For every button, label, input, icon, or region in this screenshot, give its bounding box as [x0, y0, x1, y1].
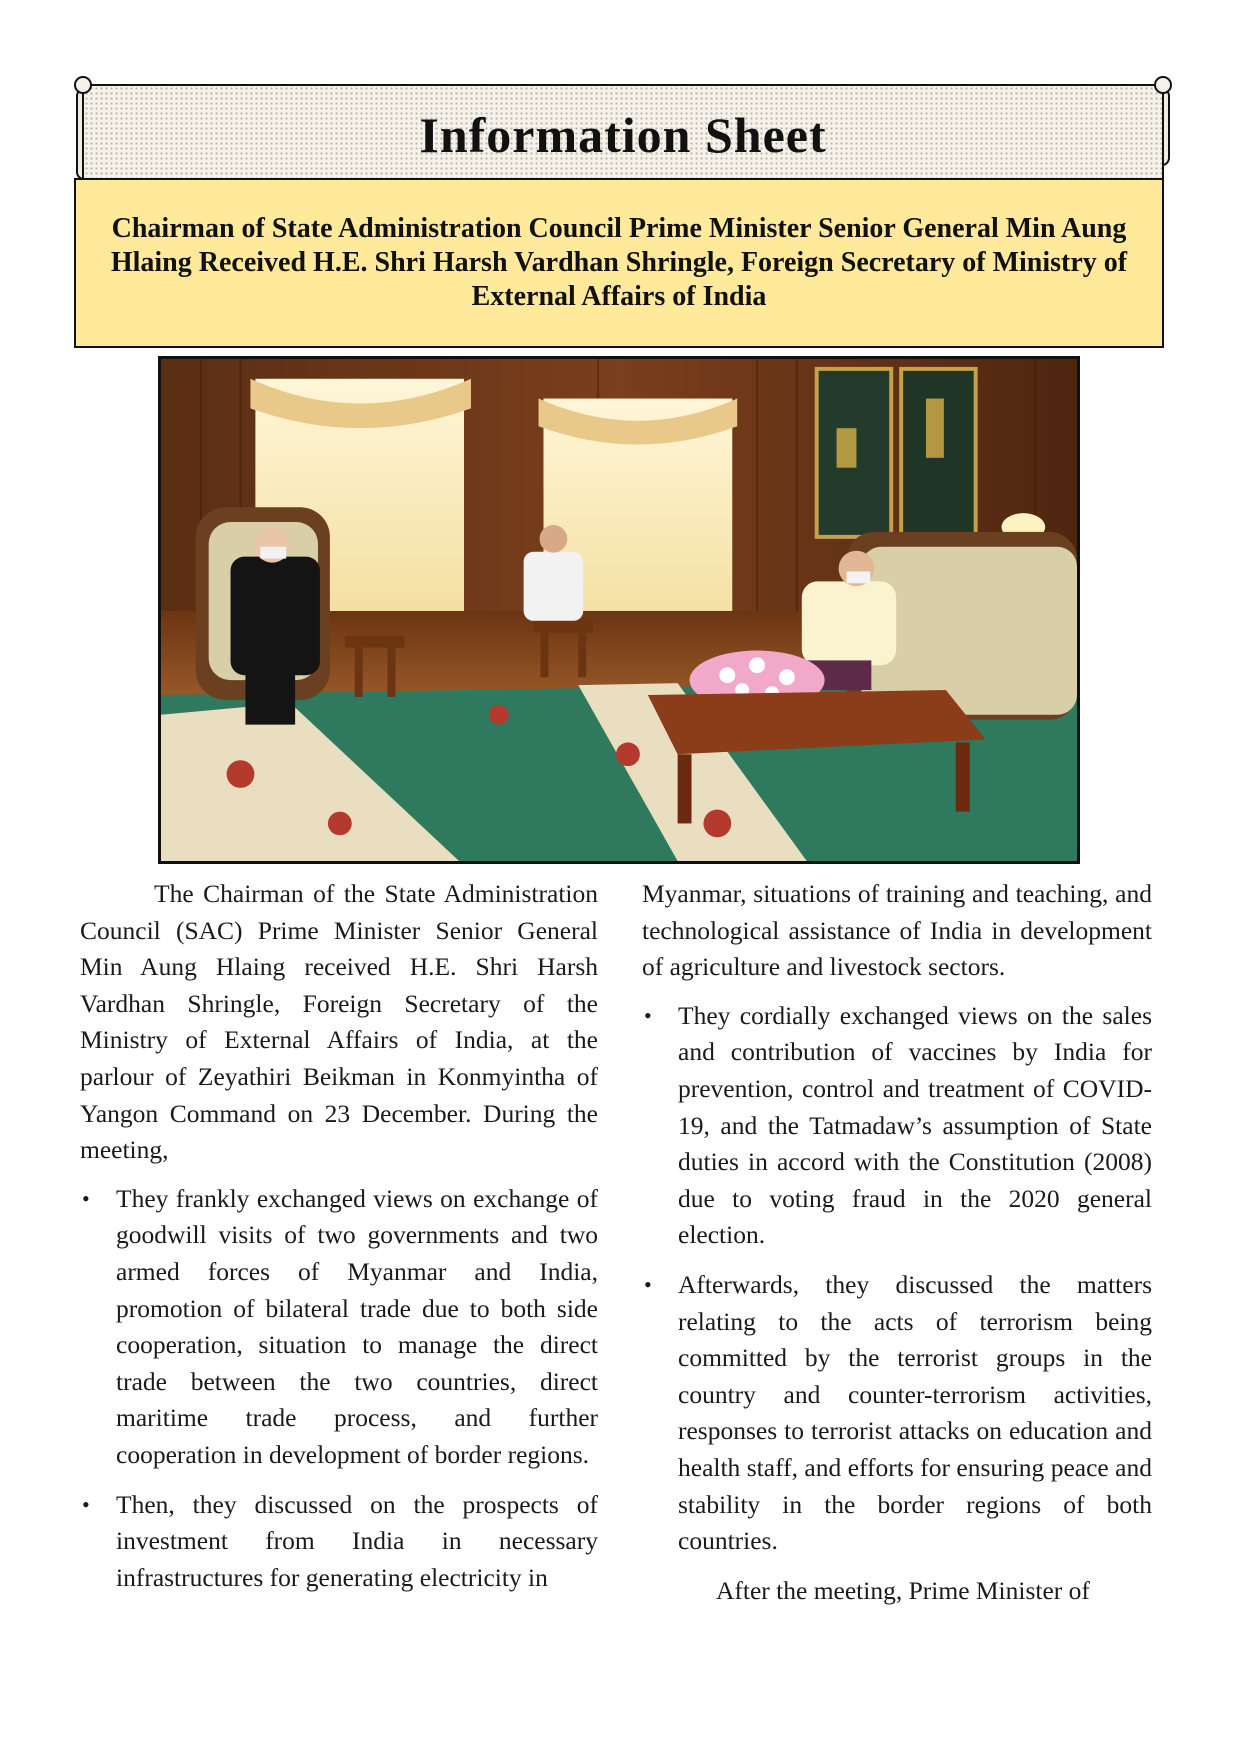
list-item — [80, 1487, 598, 1597]
bullet-text: They cordially exchanged views on the sales and contribution of vaccines by India for prevention, control and treatment of COVID-19, and the Tatmadaw’s assumption of State duties in accord with the Constitution (2008) due to voting fraud in the 2020 general election. — [678, 1000, 1152, 1250]
page-title: Information Sheet — [419, 107, 827, 163]
intro-paragraph: The Chairman of the State Administration Council (SAC) Prime Minister Senior General Min Aung Hlaing received H.E. Shri Harsh Vardhan Shringle, Foreign Secretary of the Ministry of External Affairs of India, at the parlour of Zeyathiri Beikman in Konmyintha of Yangon Command on 23 December. During the meeting, — [80, 879, 598, 1165]
bullet-text: Afterwards, they discussed the matters relating to the acts of terrorism being committed by the terrorist groups in the country and counter-terrorism activities, responses to terrorist attacks on education and health staff, and efforts for ensuring peace and stability in the border regions of both countries. — [678, 1269, 1152, 1556]
bullet-icon: • — [82, 1491, 90, 1517]
list-item — [642, 1267, 1152, 1560]
bullet-icon: • — [82, 1185, 90, 1211]
title-banner — [74, 76, 1172, 180]
list-item — [642, 998, 1152, 1254]
headline: Chairman of State Administration Council Prime Minister Senior General Min Aung Hlaing Received H.E. Shri Harsh Vardhan Shringle, Foreign Secretary of Ministry of External Affairs of India — [110, 213, 1128, 312]
banner-body — [82, 84, 1164, 180]
bullet-text: They frankly exchanged views on exchange of goodwill visits of two governments and two armed forces of Myanmar and India, promotion of bilateral trade due to both side cooperation, situation to manage the direct trade between the two countries, direct maritime trade process, and further cooperation in development of border regions. — [116, 1183, 598, 1469]
right-bullet-list — [642, 998, 1152, 1560]
list-item — [80, 1181, 598, 1474]
scroll-curl-left — [74, 76, 92, 94]
left-column — [80, 876, 598, 1609]
bullet-icon: • — [644, 1002, 652, 1028]
meeting-photo-image — [161, 359, 1077, 861]
bullet-text: Then, they discussed on the prospects of investment from India in necessary infrastructures for generating electricity in — [116, 1489, 598, 1592]
scroll-curl-right — [1154, 76, 1172, 94]
continuation-paragraph: Myanmar, situations of training and teaching, and technological assistance of India in development of agriculture and livestock sectors. — [642, 879, 1152, 982]
bullet-icon: • — [644, 1271, 652, 1297]
left-bullet-list — [80, 1181, 598, 1597]
meeting-photo — [158, 356, 1080, 864]
closing-paragraph: After the meeting, Prime Minister of — [716, 1575, 1090, 1605]
headline-box — [74, 178, 1164, 348]
right-column — [642, 876, 1152, 1609]
